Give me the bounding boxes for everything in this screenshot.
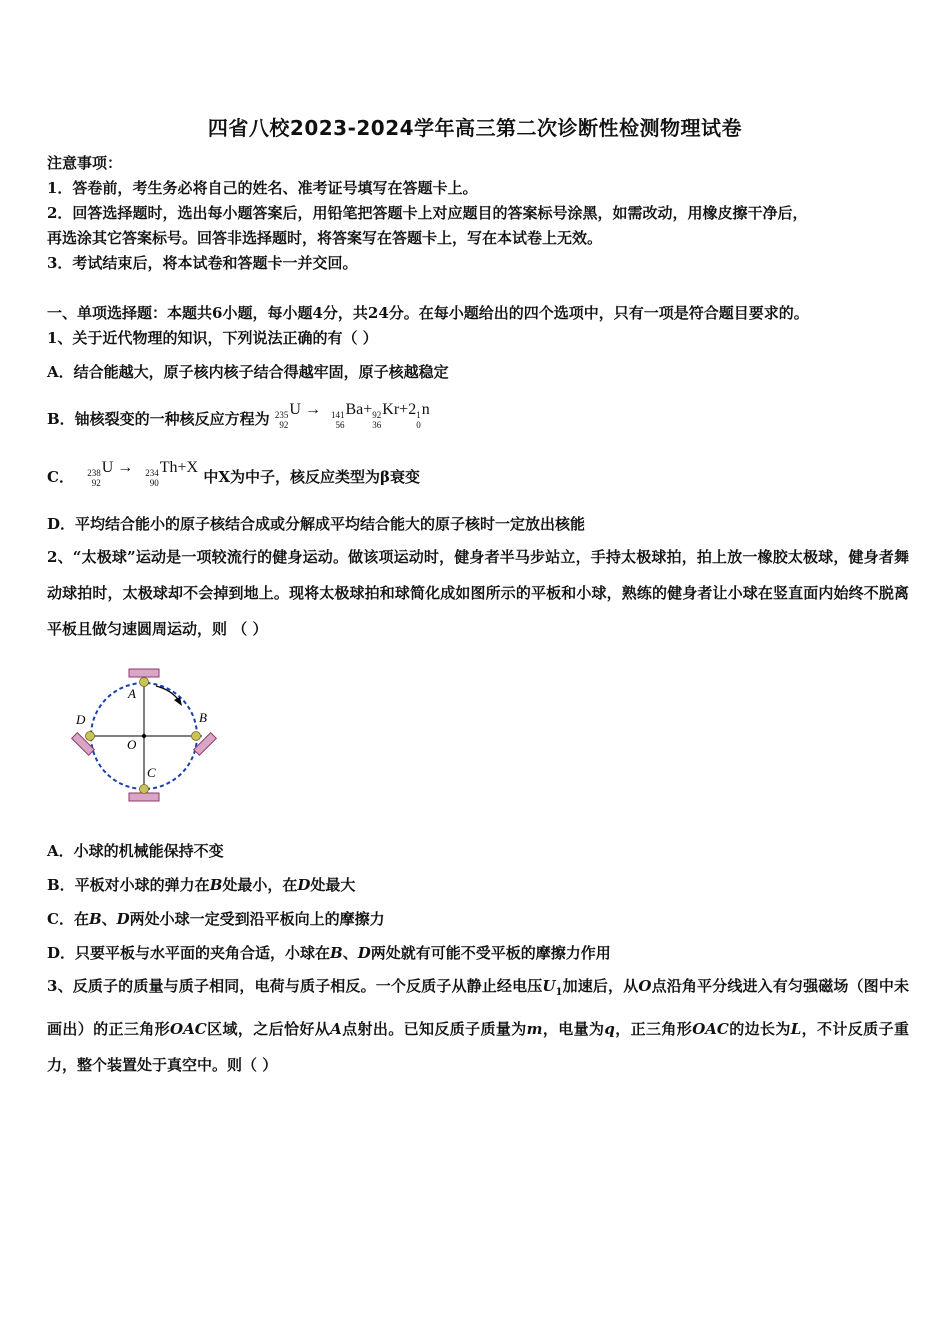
q1-option-c-text: 中X为中子，核反应类型为β衰变 [203, 468, 420, 486]
q1-option-a: A．结合能越大，原子核内核子结合得越牢固，原子核越稳定 [47, 363, 449, 381]
label-o: O [127, 737, 137, 752]
label-b: B [199, 710, 207, 725]
q1-option-c [47, 456, 420, 488]
notice-item-2b: 再选涂其它答案标号。回答非选择题时，将答案写在答题卡上，写在本试卷上无效。 [47, 229, 603, 247]
page-title: 四省八校2023-2024学年高三第二次诊断性检测物理试卷 [207, 116, 743, 140]
q2-option-a: A．小球的机械能保持不变 [47, 842, 224, 860]
section-heading: 一、单项选择题：本题共6小题，每小题4分，共24分。在每小题给出的四个选项中，只有一项是符合题目要求的。 [47, 304, 809, 322]
q1-stem: 1、关于近代物理的知识，下列说法正确的有（ ） [47, 329, 378, 347]
fission-equation: 235 92 U → 141 56 Ba+ 92 36 Kr+2 1 0 n [274, 401, 430, 430]
notice-item-3: 3．考试结束后，将本试卷和答题卡一并交回。 [47, 254, 358, 272]
q1-option-c-label: C． [47, 468, 74, 486]
label-a: A [128, 686, 136, 701]
q2-option-b: B．平板对小球的弹力在B处最小，在D处最大 [47, 876, 356, 894]
q2-option-d: D．只要平板与水平面的夹角合适，小球在B、D两处就有可能不受平板的摩擦力作用 [47, 944, 611, 962]
q3-stem: 3、反质子的质量与质子相同，电荷与质子相反。一个反质子从静止经电压$U_1$加速后，从O点沿角平分线进入有匀强磁场（图中未画出）的正三角形OAC区域，之后恰好从A点射出。已知反质子质量为m，电量为q，正三角形OAC的边长为L，不计反质子重力，整个装置处于真空中。则（ ） [47, 977, 909, 1074]
notice-heading: 注意事项： [47, 154, 123, 172]
notice-item-2a: 2．回答选择题时，选出每小题答案后，用铅笔把答题卡上对应题目的答案标号涂黑，如需改动，用橡皮擦干净后， [47, 204, 808, 222]
q2-option-c: C．在B、D两处小球一定受到沿平板向上的摩擦力 [47, 910, 385, 928]
q1-option-d: D．平均结合能小的原子核结合成或分解成平均结合能大的原子核时一定放出核能 [47, 515, 586, 533]
q1-option-b [47, 398, 430, 430]
label-c: C [147, 765, 156, 780]
decay-equation: 238 92 U → 234 90 Th+X [87, 459, 199, 488]
label-d: D [76, 712, 86, 727]
q2-stem: 2、“太极球”运动是一项较流行的健身运动。做该项运动时，健身者半马步站立，手持太极球拍，拍上放一橡胶太极球，健身者舞动球拍时，太极球却不会掉到地上。现将太极球拍和球简化成如图所示的平板和小球，熟练的健身者让小球在竖直面内始终不脱离平板且做匀速圆周运动，则 （ ） [47, 548, 909, 638]
q1-option-b-text: B．铀核裂变的一种核反应方程为 [47, 410, 270, 428]
taiji-ball-figure [68, 664, 218, 804]
notice-item-1: 1．答卷前，考生务必将自己的姓名、准考证号填写在答题卡上。 [47, 179, 478, 197]
